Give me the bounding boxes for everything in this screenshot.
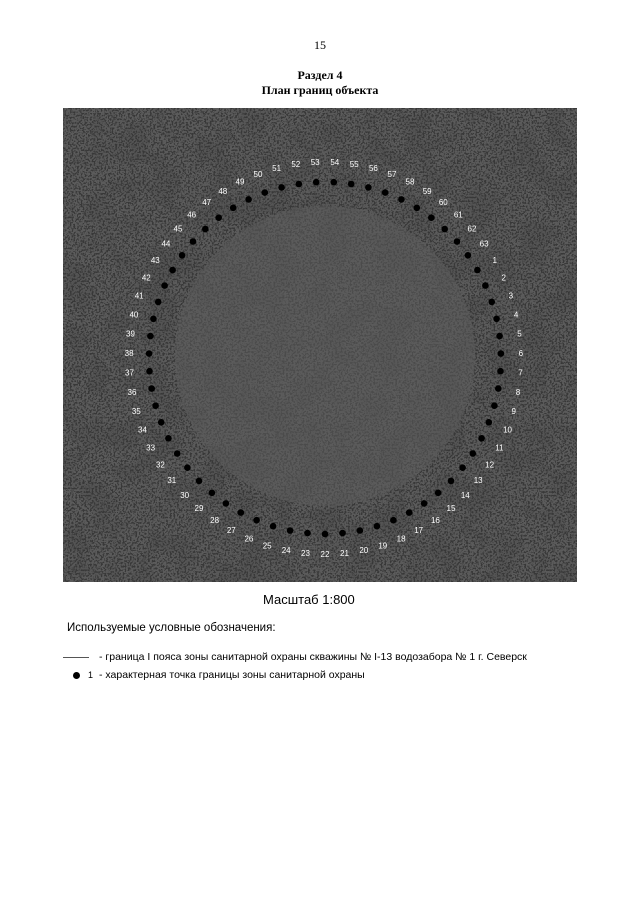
- boundary-point-44: [179, 252, 186, 259]
- boundary-point-36: [148, 385, 155, 392]
- boundary-point-label-20: 20: [359, 546, 369, 556]
- boundary-point-label-42: 42: [141, 273, 151, 283]
- boundary-point-52: [296, 181, 303, 188]
- boundary-point-label-9: 9: [511, 407, 516, 417]
- satellite-map: [63, 108, 577, 582]
- boundary-point-label-61: 61: [453, 210, 463, 220]
- boundary-point-22: [322, 531, 329, 538]
- boundary-point-label-12: 12: [485, 460, 495, 470]
- boundary-point-label-14: 14: [460, 490, 470, 500]
- legend-header: Используемые условные обозначения:: [67, 622, 276, 634]
- legend-point-row: [63, 667, 365, 683]
- boundary-point-label-17: 17: [414, 526, 424, 536]
- boundary-point-label-28: 28: [210, 515, 220, 525]
- legend-point-text: - характерная точка границы зоны санитарной охраны: [99, 669, 365, 681]
- boundary-point-label-44: 44: [161, 239, 171, 249]
- boundary-point-label-41: 41: [134, 291, 144, 301]
- boundary-point-label-39: 39: [126, 329, 135, 339]
- boundary-point-32: [174, 450, 181, 457]
- boundary-point-label-8: 8: [515, 388, 521, 397]
- plan-title: План границ объекта: [261, 83, 379, 97]
- boundary-point-53: [313, 179, 320, 186]
- boundary-point-56: [365, 184, 372, 191]
- boundary-point-9: [491, 402, 498, 409]
- boundary-point-label-34: 34: [138, 425, 147, 435]
- boundary-point-label-53: 53: [310, 158, 320, 168]
- boundary-point-49: [245, 196, 252, 203]
- boundary-point-1: [474, 267, 481, 274]
- boundary-point-63: [465, 252, 472, 259]
- boundary-point-10: [486, 419, 493, 426]
- boundary-point-54: [331, 179, 338, 186]
- boundary-point-label-22: 22: [320, 550, 330, 559]
- boundary-point-label-38: 38: [124, 349, 134, 359]
- boundary-point-label-10: 10: [503, 425, 512, 435]
- boundary-point-19: [374, 523, 381, 530]
- boundary-point-label-15: 15: [446, 504, 456, 514]
- map-canvas: [63, 108, 577, 582]
- section-title: Раздел 4: [297, 68, 343, 82]
- boundary-point-label-59: 59: [422, 186, 432, 196]
- boundary-point-2: [482, 282, 489, 289]
- boundary-point-3: [489, 299, 496, 306]
- page-number: 15: [314, 38, 326, 52]
- boundary-point-25: [270, 523, 277, 530]
- boundary-point-label-35: 35: [131, 407, 141, 417]
- boundary-point-label-36: 36: [127, 388, 137, 397]
- boundary-point-37: [146, 368, 153, 375]
- boundary-point-18: [390, 517, 397, 524]
- boundary-point-label-37: 37: [125, 368, 134, 378]
- boundary-point-label-40: 40: [129, 310, 139, 320]
- scale-label: Масштаб 1:800: [263, 592, 355, 607]
- boundary-point-7: [497, 368, 504, 375]
- boundary-point-28: [223, 500, 230, 507]
- boundary-point-23: [304, 530, 311, 537]
- boundary-point-label-3: 3: [508, 291, 514, 301]
- boundary-point-label-27: 27: [226, 526, 236, 536]
- boundary-point-17: [406, 509, 413, 516]
- legend-point-number: 1: [88, 670, 94, 680]
- boundary-point-20: [357, 527, 364, 534]
- boundary-point-33: [165, 435, 172, 442]
- point-dot-icon: [73, 672, 80, 679]
- boundary-point-label-50: 50: [253, 169, 263, 179]
- boundary-point-label-7: 7: [518, 368, 523, 378]
- boundary-point-label-13: 13: [473, 476, 483, 486]
- boundary-point-40: [150, 316, 157, 323]
- boundary-point-26: [253, 517, 260, 524]
- boundary-point-label-54: 54: [330, 158, 340, 168]
- boundary-point-35: [152, 402, 159, 409]
- boundary-point-5: [496, 333, 503, 340]
- boundary-point-label-32: 32: [155, 460, 165, 470]
- boundary-point-label-51: 51: [272, 164, 282, 174]
- boundary-point-58: [398, 196, 405, 203]
- boundary-point-12: [470, 450, 477, 457]
- boundary-point-55: [348, 181, 355, 188]
- boundary-point-label-58: 58: [405, 177, 415, 187]
- boundary-point-48: [230, 205, 237, 212]
- boundary-point-43: [169, 267, 176, 274]
- boundary-point-41: [155, 299, 162, 306]
- boundary-point-45: [190, 238, 197, 245]
- boundary-point-label-5: 5: [517, 329, 522, 339]
- boundary-point-label-29: 29: [194, 504, 204, 514]
- boundary-point-label-19: 19: [378, 541, 388, 551]
- boundary-point-60: [428, 214, 435, 221]
- boundary-point-34: [158, 419, 165, 426]
- boundary-point-label-16: 16: [430, 515, 440, 525]
- boundary-point-label-49: 49: [235, 177, 245, 187]
- clearing-area: [175, 206, 475, 506]
- boundary-point-59: [414, 205, 421, 212]
- boundary-point-label-60: 60: [438, 197, 448, 207]
- boundary-point-27: [238, 509, 245, 516]
- boundary-line-symbol-icon: [63, 657, 89, 658]
- boundary-point-label-33: 33: [146, 443, 156, 453]
- boundary-point-label-43: 43: [150, 256, 160, 265]
- boundary-point-8: [495, 385, 502, 392]
- boundary-point-label-11: 11: [495, 443, 504, 453]
- boundary-point-label-23: 23: [301, 549, 310, 558]
- boundary-point-label-30: 30: [180, 490, 190, 500]
- boundary-point-13: [459, 464, 466, 471]
- boundary-point-61: [441, 226, 448, 233]
- boundary-point-label-45: 45: [173, 224, 183, 234]
- boundary-point-29: [209, 490, 216, 497]
- boundary-point-label-63: 63: [479, 239, 489, 249]
- boundary-point-label-18: 18: [396, 534, 406, 544]
- boundary-point-14: [448, 478, 455, 485]
- boundary-point-label-56: 56: [368, 164, 378, 174]
- boundary-point-15: [435, 490, 442, 497]
- legend-line-row: [63, 649, 527, 665]
- boundary-point-label-52: 52: [291, 160, 301, 170]
- boundary-point-label-6: 6: [518, 349, 524, 359]
- boundary-point-62: [454, 238, 461, 245]
- boundary-point-label-57: 57: [387, 169, 397, 179]
- boundary-point-label-2: 2: [501, 273, 506, 283]
- boundary-point-11: [478, 435, 485, 442]
- boundary-point-50: [262, 189, 269, 196]
- boundary-point-label-4: 4: [513, 310, 519, 320]
- boundary-point-42: [161, 282, 168, 289]
- boundary-point-label-31: 31: [167, 476, 177, 486]
- boundary-point-47: [215, 214, 222, 221]
- boundary-point-label-55: 55: [349, 160, 359, 170]
- boundary-point-24: [287, 527, 294, 534]
- boundary-point-31: [184, 464, 191, 471]
- boundary-point-6: [498, 350, 505, 357]
- boundary-point-21: [339, 530, 346, 537]
- boundary-point-label-46: 46: [187, 210, 197, 220]
- boundary-point-label-25: 25: [262, 541, 272, 551]
- boundary-point-51: [278, 184, 285, 191]
- legend-line-text: - граница I пояса зоны санитарной охраны скважины № I-13 водозабора № 1 г. Северск: [99, 651, 527, 663]
- boundary-point-16: [421, 500, 428, 507]
- boundary-point-57: [382, 189, 389, 196]
- boundary-point-label-48: 48: [218, 186, 228, 196]
- boundary-point-label-1: 1: [492, 256, 497, 265]
- boundary-point-39: [147, 333, 154, 340]
- boundary-point-4: [493, 316, 500, 323]
- boundary-point-38: [146, 350, 153, 357]
- boundary-point-30: [196, 478, 203, 485]
- boundary-point-label-21: 21: [340, 549, 349, 558]
- boundary-point-label-24: 24: [281, 546, 291, 556]
- boundary-point-label-62: 62: [467, 224, 477, 234]
- boundary-point-46: [202, 226, 209, 233]
- boundary-point-symbol: [63, 670, 99, 680]
- boundary-point-label-26: 26: [244, 534, 254, 544]
- boundary-point-label-47: 47: [202, 197, 212, 207]
